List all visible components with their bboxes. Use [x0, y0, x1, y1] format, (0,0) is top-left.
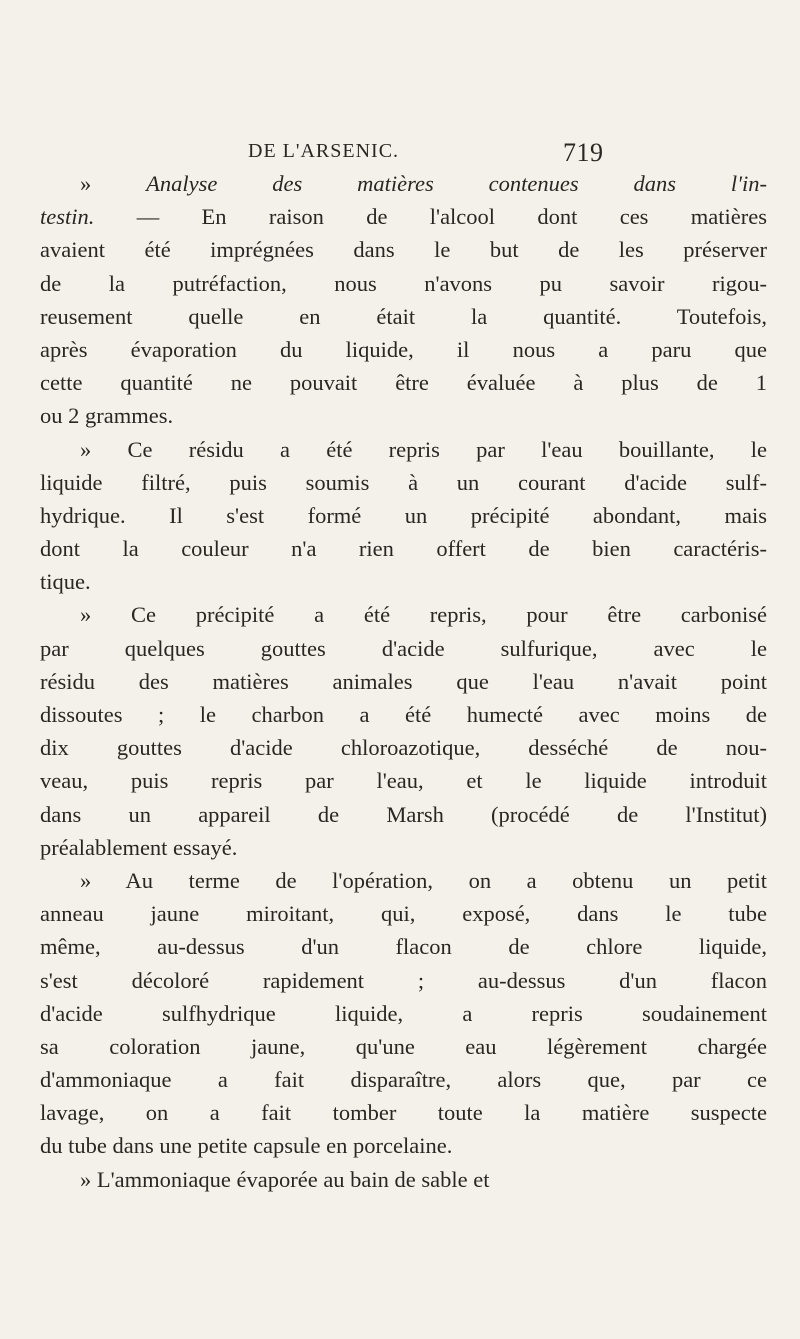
text-line: s'est décoloré rapidement ; au-dessus d'un flacon	[40, 967, 767, 993]
text-line: sa coloration jaune, qu'une eau légèrement chargée	[40, 1033, 767, 1059]
text-line: de la putréfaction, nous n'avons pu savoir rigou-	[40, 270, 767, 296]
text-line: d'acide sulfhydrique liquide, a repris soudainement	[40, 1000, 767, 1026]
text-line: lavage, on a fait tomber toute la matière suspecte	[40, 1100, 767, 1126]
text-line: même, au-dessus d'un flacon de chlore liquide,	[40, 934, 767, 960]
body-text	[40, 167, 767, 1196]
text-run: — En raison de l'alcool dont ces matières	[94, 204, 767, 230]
text-line: par quelques gouttes d'acide sulfurique, avec le	[40, 635, 767, 661]
text-line: cette quantité ne pouvait être évaluée à plus de 1	[40, 370, 767, 396]
text-line: avaient été imprégnées dans le but de les préserver	[40, 237, 767, 263]
text-line: » L'ammoniaque évaporée au bain de sable et	[80, 1166, 490, 1192]
text-line: anneau jaune miroitant, qui, exposé, dans le tube	[40, 901, 767, 927]
text-line: reusement quelle en était la quantité. Toutefois,	[40, 303, 767, 329]
running-title: DE L'ARSENIC.	[248, 140, 400, 162]
text-line: tique.	[40, 569, 91, 595]
text-line: dans un appareil de Marsh (procédé de l'Institut)	[40, 801, 767, 827]
section-heading-continued: testin.	[40, 204, 95, 230]
quote-mark: »	[80, 171, 147, 196]
section-heading: Analyse des matières contenues dans l'in-	[146, 171, 767, 196]
text-line: » Au terme de l'opération, on a obtenu un petit	[80, 867, 767, 893]
text-line: » Ce résidu a été repris par l'eau bouillante, le	[80, 436, 767, 462]
text-line: du tube dans une petite capsule en porcelaine.	[40, 1133, 453, 1159]
text-line: hydrique. Il s'est formé un précipité abondant, mais	[40, 502, 767, 528]
page-header	[248, 138, 628, 168]
text-line: préalablement essayé.	[40, 834, 238, 860]
text-line: » Ce précipité a été repris, pour être carbonisé	[80, 602, 767, 628]
text-line: d'ammoniaque a fait disparaître, alors que, par ce	[40, 1067, 767, 1093]
text-line: dix gouttes d'acide chloroazotique, desséché de nou-	[40, 735, 767, 761]
page-number: 719	[563, 138, 604, 167]
text-line: dissoutes ; le charbon a été humecté avec moins de	[40, 702, 767, 727]
text-line: après évaporation du liquide, il nous a paru que	[40, 336, 767, 362]
text-line: ou 2 grammes.	[40, 403, 174, 429]
text-line: dont la couleur n'a rien offert de bien caractéris-	[40, 536, 767, 562]
text-line: liquide filtré, puis soumis à un courant d'acide sulf-	[40, 469, 767, 495]
text-line	[40, 167, 767, 200]
text-line: résidu des matières animales que l'eau n'avait point	[40, 668, 767, 694]
text-line	[40, 200, 767, 233]
text-line: veau, puis repris par l'eau, et le liquide introduit	[40, 768, 767, 794]
